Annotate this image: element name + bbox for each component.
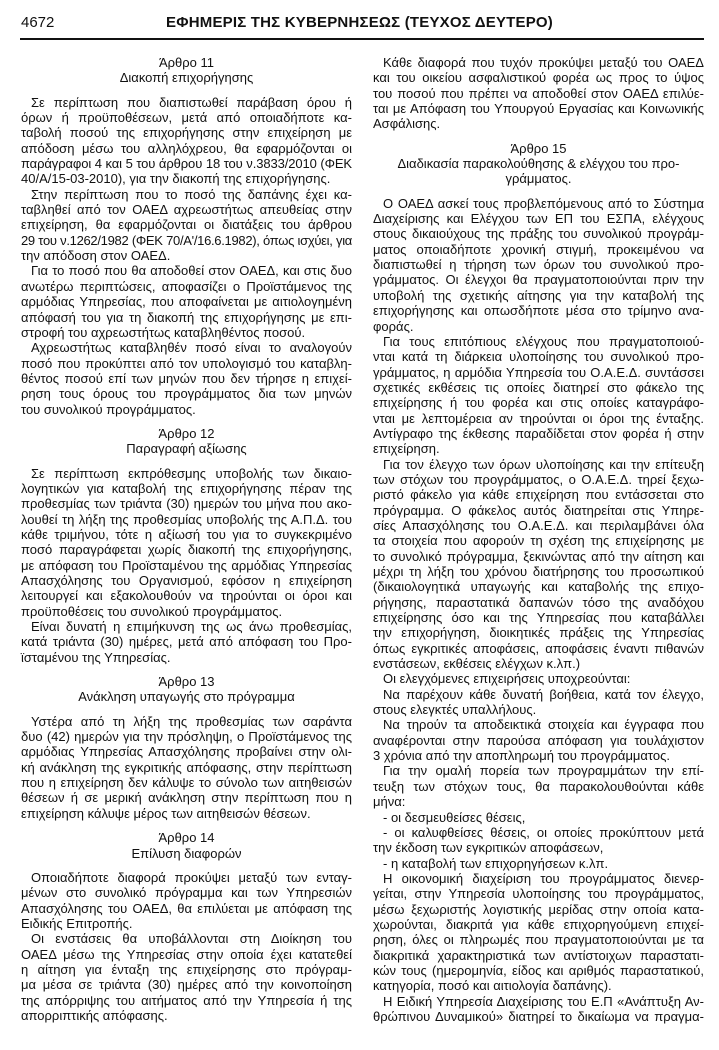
text-line: προϋποθέσεις του συνολικού προγράμματος. (21, 603, 283, 619)
paragraph (373, 871, 704, 994)
text-line: γείται, στην Υπηρεσία υλοποίησης του προγράμματος, (373, 886, 704, 902)
text-line: υποβολή της σχετικής αίτησης για την καταβολή της (373, 287, 704, 303)
text-line: ποσό που προκύπτει από τον υπολογισμό του καταβλη- (21, 355, 352, 371)
text-line: απόφασή του για τη διακοπή της επιχορήγησης με επι- (21, 309, 352, 325)
text-line: της απόρριψης του αιτήματος από την Υπηρεσία ή της (21, 992, 352, 1008)
text-line: όπως εγκριτικές αποφάσεις, αποφάσεις έναντι πιθανών (373, 640, 704, 656)
text-line: λουθεί τη λήξη της προθεσμίας υποβολής της Α.Π.Δ. του (21, 511, 352, 527)
text-line: ποσό παραγράφεται χωρίς διακοπή της επιχορήγησης, (21, 542, 352, 558)
right-column (373, 55, 704, 1024)
paragraph (373, 334, 704, 457)
text-line: Διαδικασία παρακολούθησης & ελέγχου του προ- (397, 156, 680, 172)
text-line: ριστό φάκελο για κάθε επιχείρηση που εντάσσεται στο (373, 487, 704, 503)
text-line: Άρθρο 15 (510, 140, 567, 156)
paragraph (373, 671, 704, 686)
text-line: 40/Α/15-03-2010), για την διακοπή της επιχορήγησης. (21, 171, 331, 187)
text-line: σχετικές εκθέσεις τις οποίες διατηρεί στο φάκελο της (373, 379, 704, 395)
paragraph (373, 856, 704, 871)
text-line: στους ελεγκτές υπαλλήλους. (373, 702, 537, 718)
text-line: γράμματος, η αρμόδια Υπηρεσία του Ο.Α.Ε.Δ. συντάσσει (373, 364, 704, 380)
text-line: απόδοση μέσω του αλληλόχρεου, θα εφαρμόζονται οι (21, 140, 352, 156)
text-line: ρήγησης, παραστατικά δαπανών τόσο της αναδόχου (373, 594, 704, 610)
text-line: μήνα: (373, 794, 406, 810)
text-line: Να παρέχουν κάθε δυνατή βοήθεια, κατά τον έλεγχο, (383, 686, 704, 702)
paragraph (21, 95, 352, 187)
text-line: η αίτηση για ένταξη της επιχείρησης στο πρόγραμ- (21, 961, 352, 977)
text-line: Απασχόλησης του Οργανισμού, εφόσον η επιχείρηση (21, 573, 352, 588)
text-line: μα μέσα σε τριάντα (30) ημέρες από την κοινοποίηση (21, 977, 352, 993)
text-line: κατηγορία, ποσό και αιτιολογία δαπάνης). (373, 978, 612, 994)
text-line: Για την ομαλή πορεία των προγραμμάτων την επί- (383, 763, 704, 779)
text-line: φοράς. (373, 318, 414, 334)
paragraph (373, 55, 704, 132)
text-line: του συνολικού προγράμματος. (21, 401, 196, 417)
text-line: Παραγραφή αξίωσης (126, 441, 247, 457)
text-line: ται με Απόφαση του Υπουργού Εργασίας και Κοινωνικής (373, 101, 704, 117)
text-line: διαπιστωθεί η τήρηση των όρων του συνολικού προ- (373, 257, 704, 273)
text-line: κών τους (ημερομηνία, είδος και αριθμός παραστατικού, (373, 962, 704, 978)
text-line: όρων ή προϋποθέσεων, μετά από οποιαδήποτε κα- (21, 110, 352, 126)
text-line: με απόφαση του Προϊσταμένου της αρμόδιας Υπηρεσίας (21, 557, 352, 573)
article-heading (21, 830, 352, 861)
article-heading (21, 55, 352, 86)
text-line: - η καταβολή των επιχορηγήσεων κ.λπ. (383, 855, 609, 871)
paragraph (21, 187, 352, 264)
text-line: προθεσμίας των τριάντα (30) ημερών του μήνα που ακο- (21, 496, 352, 512)
text-line: Ασφάλισης. (373, 116, 441, 132)
paragraph (373, 763, 704, 809)
text-line: Ο ΟΑΕΔ ασκεί τους προβλεπόμενους από το Σύστημα (383, 195, 704, 211)
text-line: στους δικαιούχους της πράξης του συνολικού προγράμ- (373, 226, 704, 242)
text-line: την απόδοση στον ΟΑΕΔ. (21, 248, 171, 264)
text-line: πρόγραμμα. Ο φάκελος αυτός διατηρείται στις Υπηρε- (373, 502, 704, 518)
text-line: μένων στο συνολικό πρόγραμμα και των Υπηρεσιών (21, 885, 352, 901)
text-line: 3 χρόνια από την αποπληρωμή του προγράμματος. (373, 748, 670, 764)
text-line: - οι δεσμευθείσες θέσεις, (383, 809, 526, 825)
text-line: Σε περίπτωση εκπρόθεσμης υποβολής των δικαιο- (31, 465, 352, 481)
paragraph (373, 810, 704, 825)
paragraph (21, 931, 352, 1023)
text-line: αρμόδιας Υπηρεσίας, που αποφαίνεται με αιτιολογημένη (21, 294, 352, 310)
text-line: ενστάσεων, εκθέσεις ελέγχων κ.λπ.) (373, 656, 581, 672)
text-line: (δικαιολογητικά υπαγωγής και καταβολής της επιχο- (373, 579, 704, 595)
text-line: θέσεων ή σε μερική ανάκληση στην περίπτωση που η (21, 790, 352, 806)
text-line: Η Ειδική Υπηρεσία Διαχείρισης του Ε.Π «Ανάπτυξη Αν- (383, 993, 704, 1009)
text-line: νται κατά τη διάρκεια υλοποίησης του συνολικού προ- (373, 349, 704, 365)
text-line: ΟΑΕΔ μέσω της Υπηρεσίας στην οποία έχει κατατεθεί (21, 946, 352, 962)
text-line: κατά τριάντα (30) ημέρες, μετά από απόφαση του Προ- (21, 634, 352, 650)
text-line: αρμόδιας Υπηρεσίας Απασχόλησης προβαίνει στην ολι- (21, 744, 352, 760)
text-line: δυο (42) ημερών για την πρόσληψη, ο Προϊστάμενος της (21, 729, 352, 745)
text-line: Η οικονομική διαχείριση του προγράμματος διενερ- (383, 870, 704, 886)
text-line: το συνολικό πρόγραμμα, ξεκινώντας από την αίτηση και (373, 548, 704, 564)
text-line: στροφή του αχρεωστήτως καταβληθέντος ποσού. (21, 324, 306, 340)
text-line: την επιχορήγηση, διοικητικές πράξεις της Υπηρεσίας (373, 625, 704, 641)
text-line: μέχρι τη λήξη του χρόνου διατήρησης του προσωπικού (373, 564, 704, 579)
text-line: Άρθρο 14 (158, 830, 215, 846)
text-line: Για τους επιτόπιους ελέγχους που πραγματοποιού- (383, 333, 704, 349)
text-line: Να τηρούν τα αποδεικτικά στοιχεία και έγγραφα που (383, 717, 704, 733)
text-line: επιχείρηση, θα εφαρμόζονται οι διατάξεις του άρθρου (21, 217, 352, 233)
text-line: γράμματος. Οι έλεγχοι θα πραγματοποιούνται πριν την (373, 272, 704, 288)
text-line: των στόχων του προγράμματος, ο Ο.Α.Ε.Δ. τηρεί ξεχω- (373, 471, 704, 487)
text-line: τευξη των στόχων τους, θα παρακολουθούνται κάθε (373, 778, 704, 794)
text-line: κή ανάκληση της εγκριτικής απόφασης, στην περίπτωση (21, 759, 352, 775)
article-heading (21, 674, 352, 705)
text-line: ανωτέρω περιπτώσεις, αποφασίζει ο Προϊστάμενος της (21, 278, 352, 294)
text-line: λειτουργεί και εξακολουθούν να τηρούνται οι όροι και (21, 588, 352, 604)
text-line: Οι ελεγχόμενες επιχειρήσεις υποχρεούνται: (383, 671, 631, 687)
text-line: Αντίγραφο της έκθεσης παραδίδεται στον φορέα ή στην (373, 425, 704, 441)
text-line: επιχείρησης όσο και της Υπηρεσίας που καταβάλλει (373, 610, 704, 626)
text-line: Άρθρο 12 (158, 425, 215, 441)
text-line: 29 του ν.1262/1982 (ΦΕΚ 70/Α'/16.6.1982), όπως ισχύει, για (21, 232, 352, 248)
text-line: Υστέρα από τη λήξη της προθεσμίας των σαράντα (31, 713, 352, 729)
text-line: ταβολή ποσού της επιχορήγησης στην επιχείρηση με (21, 125, 352, 141)
paragraph (373, 825, 704, 856)
text-line: ϊσταμένου της Υπηρεσίας. (21, 649, 171, 665)
page-number: 4672 (21, 14, 55, 31)
gazette-title: ΕΦΗΜΕΡΙΣ ΤΗΣ ΚΥΒΕΡΝΗΣΕΩΣ (ΤΕΥΧΟΣ ΔΕΥΤΕΡΟ) (166, 14, 553, 31)
left-column (21, 55, 352, 1023)
text-line: Κάθε διαφορά που τυχόν προκύψει μεταξύ του ΟΑΕΔ (383, 55, 704, 70)
text-line: επιχείρησης ή του φορέα και στις οποίες καταγράφο- (373, 395, 704, 411)
text-line: μέσω ξεχωριστής λογιστικής μερίδας στην οποία κατα- (373, 901, 704, 917)
text-line: παράγραφοι 4 και 5 του άρθρου 18 του ν.3833/2010 (ΦΕΚ (21, 156, 352, 172)
paragraph (373, 994, 704, 1025)
text-line: Διαχείρισης και Ελέγχου των ΕΠ του ΕΣΠΑ, ελέγχους (373, 211, 704, 227)
header-divider (20, 38, 704, 40)
text-line: Είναι δυνατή η επιμήκυνση της ως άνω προθεσμίας, (31, 619, 352, 635)
paragraph (21, 340, 352, 417)
text-line: Οι ενστάσεις θα υποβάλλονται στη Διοίκηση του (31, 931, 352, 947)
paragraph (21, 870, 352, 931)
text-line: απορριπτικής απόφασης. (21, 1007, 168, 1023)
text-line: την έκδοση των εγκριτικών αποφάσεων, (373, 840, 604, 856)
text-line: Για τον έλεγχο των όρων υλοποίησης και την επίτευξη (383, 456, 704, 472)
text-line: Αχρεωστήτως καταβληθέν ποσό είναι το αναλογούν (31, 340, 352, 356)
text-line: Οποιαδήποτε διαφορά προκύψει μεταξύ των ενταγ- (31, 869, 352, 885)
text-line: και του οικείου ασφαλιστικού φορέα ως προς το ύψος (373, 70, 704, 86)
text-line: επιχείρηση. (373, 441, 440, 457)
paragraph (21, 263, 352, 340)
text-line: ρηση τους όρους του προγράμματος δια των μηνών (21, 386, 352, 402)
text-line: τα στοιχεία που αφορούν τη σχέση της επιχείρησης με (373, 533, 704, 549)
text-line: Απασχόλησης του ΟΑΕΔ, θα επιλύεται με απόφαση της (21, 900, 352, 916)
text-line: θρώπινου Δυναμικού» διατηρεί το δικαίωμα να πραγμα- (373, 1008, 704, 1024)
text-line: ταβληθεί από τον ΟΑΕΔ αχρεωστήτως απευθείας στην (21, 202, 352, 218)
paragraph (373, 457, 704, 672)
text-line: επιχείρηση κάλυψε μέρος των αιτηθεισών θέσεων. (21, 805, 311, 821)
paragraph (21, 714, 352, 821)
text-line: Διακοπή επιχορήγησης (119, 70, 254, 86)
text-line: - οι καλυφθείσες θέσεις, οι οποίες προκύπτουν μετά (383, 824, 704, 840)
paragraph (373, 687, 704, 718)
article-heading (21, 426, 352, 457)
text-line: που η επιχείρηση δεν κάλυψε το σύνολο των αιτηθεισών (21, 775, 352, 791)
paragraph (21, 619, 352, 665)
text-line: Σε περίπτωση που διαπιστωθεί παράβαση όρου ή (31, 94, 352, 110)
text-line: γράμματος. (505, 171, 572, 187)
text-line: του ποσού που πρέπει να αποδοθεί στον ΟΑΕΔ επιλύε- (373, 85, 704, 101)
text-line: θέντος ποσού επί των μηνών που δεν τήρησε η επιχεί- (21, 370, 352, 386)
text-line: λογητικών για καταβολή της επιχορήγησης πέραν της (21, 480, 352, 496)
text-line: κάθε τριμήνου, τότε η αξίωσή του για το συγκεκριμένο (21, 526, 352, 542)
text-line: χωρούνται, διακριτά για κάθε επιχορηγούμενη επιχεί- (373, 916, 704, 932)
text-line: Επίλυση διαφορών (131, 845, 242, 861)
text-line: ματος οποιαδήποτε χρονική στιγμή, προκειμένου να (373, 241, 704, 257)
text-line: Για το ποσό που θα αποδοθεί στον ΟΑΕΔ, και στις δυο (31, 263, 352, 279)
text-line: Ειδικής Επιτροπής. (21, 915, 133, 931)
text-line: επιχορήγησης και οπωσδήποτε μέσα στο τρίμηνο ανα- (373, 303, 704, 319)
text-line: νται με λεπτομέρεια αν τηρούνται οι όροι της ένταξης. (373, 410, 704, 426)
text-line: σίες Απασχόλησης του Ο.Α.Ε.Δ. και περιλαμβάνει όλα (373, 517, 704, 533)
text-line: διακριτικά χαρακτηριστικά των αντίστοιχων παραστατι- (373, 947, 704, 963)
text-line: Στην περίπτωση που το ποσό της δαπάνης έχει κα- (31, 186, 352, 202)
text-line: Άρθρο 11 (158, 55, 215, 70)
text-line: αναφέρονται στην παρούσα απόφαση για τουλάχιστον (373, 732, 704, 748)
article-heading (373, 141, 704, 187)
text-line: ρηση, όλες οι πληρωμές που πραγματοποιούνται με τα (373, 932, 704, 948)
paragraph (373, 196, 704, 334)
paragraph (373, 717, 704, 763)
text-line: Ανάκληση υπαγωγής στο πρόγραμμα (78, 689, 295, 705)
text-line: Άρθρο 13 (158, 674, 215, 690)
paragraph (21, 466, 352, 619)
